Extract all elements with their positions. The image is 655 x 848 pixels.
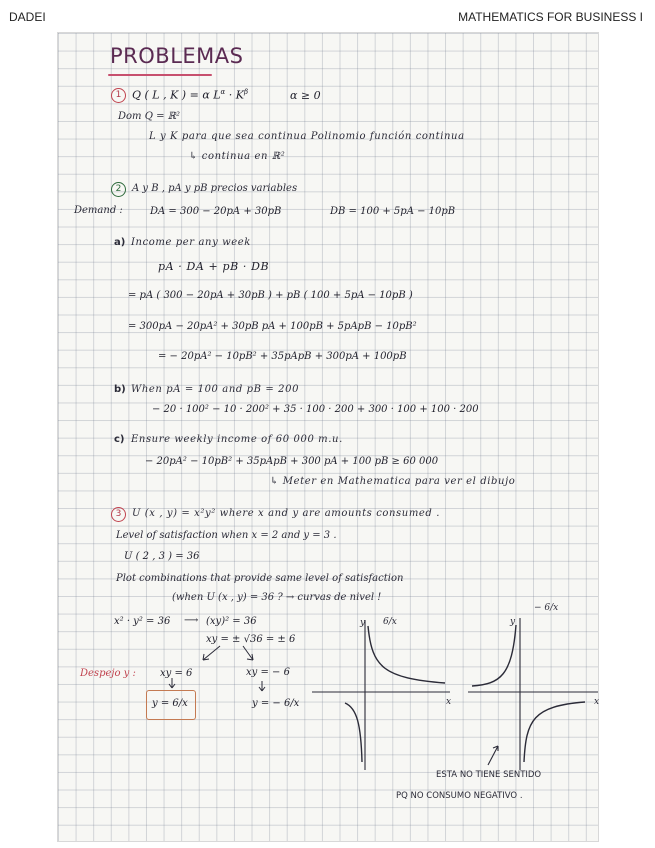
graph-1-curve-label: 6/x: [383, 617, 397, 627]
problem-3-number: 3: [111, 507, 126, 522]
p2-intro: A y B , pA y pB precios variables: [132, 183, 298, 194]
p2-a-text: Income per any week: [131, 237, 251, 248]
p3-eq3: xy = ± √36 = ± 6: [206, 634, 296, 645]
graph-2-curve-label: − 6/x: [534, 603, 559, 613]
p2-demand-a: DA = 300 − 20pA + 30pB: [150, 206, 282, 217]
graph-2: [468, 618, 598, 770]
p3-arrow1: ⟶: [184, 615, 199, 626]
p1-domain: Dom Q = ℝ²: [118, 111, 180, 122]
p2-c-label: c): [114, 434, 125, 445]
graph-2-branch-top: [472, 625, 516, 686]
p1-condition: α ≥ 0: [290, 89, 321, 102]
graph-1-branch-neg: [345, 703, 362, 762]
note-arrow: [488, 746, 498, 765]
p2-b-text: When pA = 100 and pB = 200: [131, 384, 300, 395]
header-left-label: DADEI: [9, 10, 46, 24]
p3-despejo: Despejo y :: [80, 668, 136, 679]
p1-line2: ↳ continua en ℝ²: [189, 151, 286, 162]
p3-value: U ( 2 , 3 ) = 36: [124, 551, 200, 562]
p1-dot-k: · K: [228, 88, 244, 102]
p2-c-text: Ensure weekly income of 60 000 m.u.: [131, 434, 343, 445]
p1-formula-main: Q ( L , K ) = α L: [132, 88, 221, 102]
p2-b-eq: − 20 · 100² − 10 · 200² + 35 · 100 · 200 + 300 · 100 + 100 · 200: [152, 404, 479, 415]
note-line-1: ESTA NO TIENE SENTIDO: [436, 770, 542, 780]
p2-a-eq2: = pA ( 300 − 20pA + 30pB ) + pB ( 100 + 5pA − 10pB ): [128, 290, 413, 301]
graph-2-y-label: y: [510, 617, 516, 627]
p2-c-note: ↳ Meter en Mathematica para ver el dibujo: [270, 476, 516, 487]
p3-neg-result: y = − 6/x: [252, 698, 300, 709]
header-right-label: MATHEMATICS FOR BUSINESS I: [458, 10, 643, 24]
p2-demand-b: DB = 100 + 5pA − 10pB: [330, 206, 456, 217]
graph-1-branch-pos: [368, 626, 445, 683]
p1-exp-beta: β: [244, 88, 249, 96]
p2-b-label: b): [114, 384, 126, 395]
problem-2-number: 2: [111, 182, 126, 197]
p3-eq2: (xy)² = 36: [206, 616, 257, 627]
p2-a-eq1: pA · DA + pB · DB: [158, 260, 270, 273]
p2-a-eq4: = − 20pA² − 10pB² + 35pApB + 300pA + 100pB: [158, 351, 407, 362]
graph-2-branch-bottom: [524, 702, 585, 762]
graph-2-x-label: x: [594, 697, 600, 707]
graph-1-y-label: y: [360, 618, 366, 628]
p3-plot: Plot combinations that provide same level of satisfaction: [116, 573, 404, 584]
p1-line1: L y K para que sea continua Polinomio función continua: [149, 131, 465, 142]
p2-demand-label: Demand :: [74, 205, 123, 216]
graph-1-x-label: x: [446, 697, 452, 707]
note-line-2: PQ NO CONSUMO NEGATIVO .: [396, 791, 523, 801]
p3-intro: U (x , y) = x²y² where x and y are amounts consumed .: [132, 508, 440, 519]
arrow-to-pos: [203, 646, 220, 660]
page-title: PROBLEMAS: [110, 44, 244, 68]
p3-when: (when U (x , y) = 36 ? → curvas de nivel !: [172, 592, 382, 603]
p3-pos: xy = 6: [160, 668, 193, 679]
p3-neg: xy = − 6: [246, 667, 290, 678]
p2-a-eq3: = 300pA − 20pA² + 30pB pA + 100pB + 5pApB − 10pB²: [128, 321, 417, 332]
problem-1-number: 1: [111, 88, 126, 103]
p3-eq1: x² · y² = 36: [114, 616, 171, 627]
p2-a-label: a): [114, 237, 126, 248]
p2-c-eq: − 20pA² − 10pB² + 35pApB + 300 pA + 100 pB ≥ 60 000: [145, 456, 439, 467]
p1-exp-alpha: α: [220, 88, 226, 96]
derivation-arrows: [169, 646, 265, 691]
p3-level: Level of satisfaction when x = 2 and y = 3 .: [116, 530, 337, 541]
arrow-to-neg: [243, 646, 253, 660]
graph-1: [312, 620, 450, 770]
p3-pos-result: y = 6/x: [152, 698, 188, 709]
